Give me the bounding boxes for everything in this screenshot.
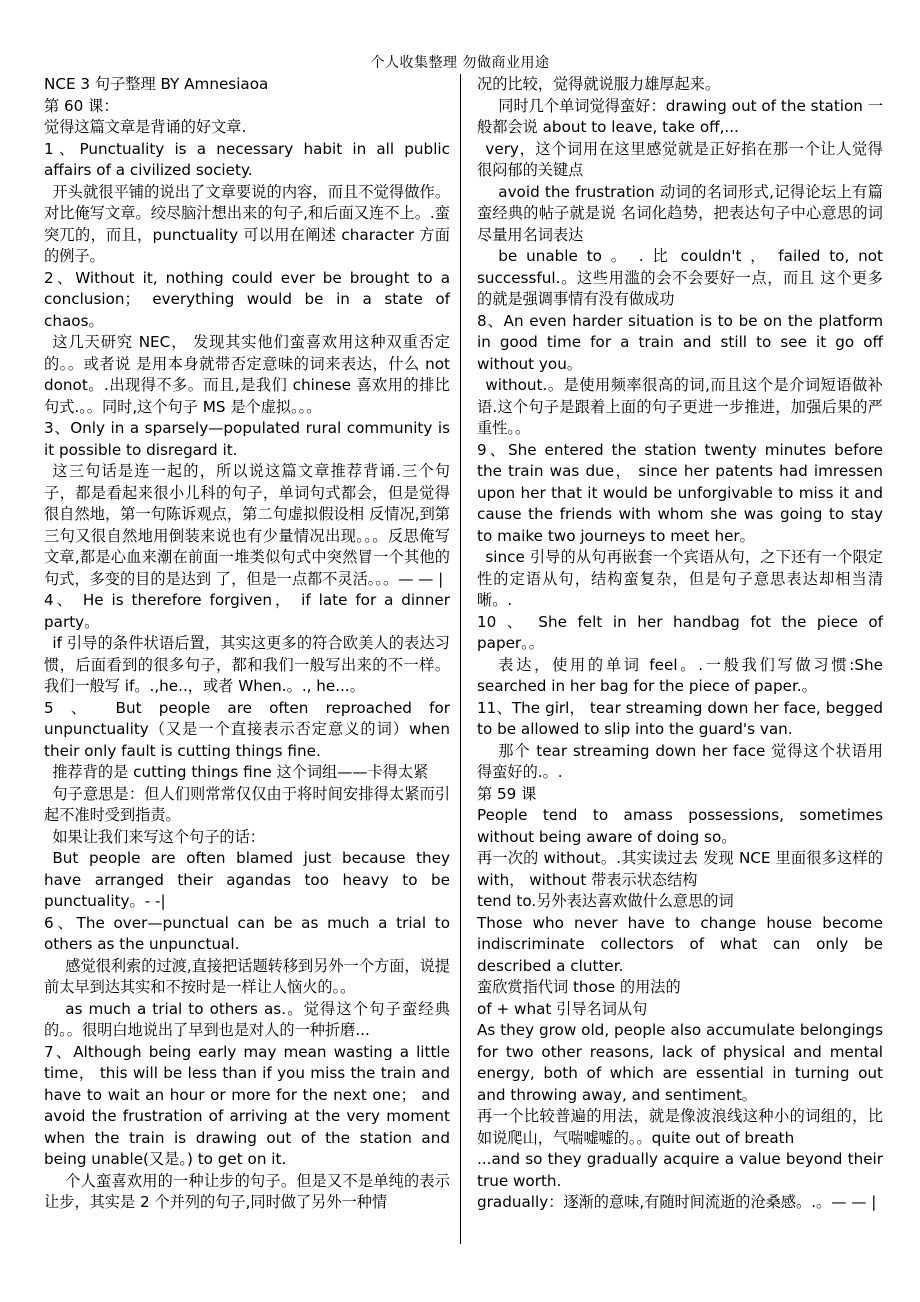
paragraph: ...and so they gradually acquire a value beyond their true worth.	[477, 1150, 883, 1190]
paragraph: 2、Without it, nothing could ever be brought to a conclusion； everything would be in a state of chaos。	[44, 268, 450, 330]
paragraph: gradually：逐渐的意味,有随时间流逝的沧桑感。.。— — |	[477, 1193, 877, 1211]
paragraph: 再一个比较普遍的用法，就是像波浪线这种小的词组的，比如说爬山，气喘嘘嘘的。。quite out of breath	[477, 1107, 883, 1147]
paragraph: People tend to amass possessions, sometimes without being aware of doing so。	[477, 806, 883, 846]
paragraph: 况的比较，觉得就说服力雄厚起来。	[477, 75, 720, 93]
paragraph: 个人蛮喜欢用的一种让步的句子。但是又不是单纯的表示让步，其实是 2 个并列的句子,同时做了另外一种情	[44, 1171, 450, 1211]
paragraph: 蛮欣赏指代词 those 的用法的	[477, 978, 681, 996]
paragraph: As they grow old, people also accumulate belongings for two other reasons, lack of physical and mental energy, both of which are essential in turning out and throwing away, and sentiment。	[477, 1021, 883, 1104]
paragraph: 4、 He is therefore forgiven， if late for a dinner party。	[44, 591, 450, 631]
paragraph: 开头就很平铺的说出了文章要说的内容，而且不觉得做作。对比俺写文章。绞尽脑汁想出来的句子,和后面又连不上。.蛮突兀的，而且，punctuality 可以用在阐述 character 方面的例子。	[44, 182, 450, 265]
paragraph: 10 、 She felt in her handbag fot the piece of paper。。	[477, 612, 883, 652]
paragraph: 这几天研究 NEC， 发现其实他们蛮喜欢用这种双重否定的。。或者说 是用本身就带否定意味的词来表达，什么 not donot。.出现得不多。而且,是我们 chinese 喜欢用的排比句式.。。同时,这个句子 MS 是个虚拟。。。	[44, 333, 450, 416]
paragraph: 同时几个单词觉得蛮好：drawing out of the station 一般都会说 about to leave, take off,...	[477, 96, 883, 136]
paragraph: 1、Punctuality is a necessary habit in all public affairs of a civilized society.	[44, 139, 450, 179]
paragraph: 感觉很利索的过渡,直接把话题转移到另外一个方面，说提前太早到达其实和不按时是一样让人恼火的。。	[44, 956, 450, 996]
paragraph: without.。是使用频率很高的词,而且这个是介词短语做补语.这个句子是跟着上面的句子更进一步推进，加强后果的严重性。。	[477, 376, 883, 437]
paragraph: 11、The girl， tear streaming down her face, begged to be allowed to slip into the guard's van.	[477, 698, 883, 738]
paragraph: 觉得这篇文章是背诵的好文章.	[44, 118, 247, 136]
paragraph: very，这个词用在这里感觉就是正好掐在那一个让人觉得很闷郁的关键点	[477, 139, 883, 179]
paragraph: as much a trial to others as.。觉得这个句子蛮经典的。。很明白地说出了早到也是对人的一种折磨...	[44, 999, 450, 1039]
paragraph: NCE 3 句子整理 BY Amnesiaoa	[44, 75, 269, 93]
paragraph: 那个 tear streaming down her face 觉得这个状语用得蛮好的.。.	[477, 741, 883, 781]
paragraph: be unable to 。 . 比 couldn't ， failed to, not successful.。这些用滥的会不会要好一点，而且 这个更多的就是强调事情有没有做成功	[477, 247, 883, 308]
paragraph: Those who never have to change house become indiscriminate collectors of what can only be described a clutter.	[477, 913, 883, 975]
paragraph: But people are often blamed just because they have arranged their agandas too heavy to be punctuality。- -|	[44, 849, 450, 910]
paragraph: 如果让我们来写这个句子的话：	[52, 827, 265, 846]
paragraph: tend to.另外表达喜欢做什么意思的词	[477, 892, 734, 910]
paragraph: 再一次的 without。.其实读过去 发现 NCE 里面很多这样的 with， without 带表示状态结构	[477, 849, 883, 889]
paragraph: 推荐背的是 cutting things fine 这个词组——卡得太紧	[52, 763, 429, 781]
paragraph: 第 59 课	[477, 784, 537, 803]
paragraph: 5 、 But people are often reproached for unpunctuality（又是一个直接表示否定意义的词）when their only fault is cutting things fine.	[44, 698, 450, 760]
paragraph: if 引导的条件状语后置，其实这更多的符合欧美人的表达习惯，后面看到的很多句子，都和我们一般写出来的不一样。我们一般写 if。.,he..，或者 When.。., he...。	[44, 634, 450, 695]
paragraph: 这三句话是连一起的，所以说这篇文章推荐背诵.三个句子，都是看起来很小儿科的句子，单词句式都会，但是觉得很自然地，第一句陈诉观点，第二句虚拟假设相 反情况,到第三句又很自然地用倒装来说也有少量情况出现。。。反思俺写文章,都是心血来潮在前面一堆类似句式中突然冒一个其他的句式，多变的目的是达到 了，但是一点都不灵活。。。— — |	[44, 462, 450, 588]
page-header: 个人收集整理 勿做商业用途	[370, 55, 550, 71]
paragraph: 第 60 课：	[44, 96, 119, 115]
paragraph: 6、The over—punctual can be as much a trial to others as the unpunctual.	[44, 913, 450, 953]
paragraph: 表达，使用的单词 feel。.一般我们写做习惯:She searched in her bag for the piece of paper.。	[477, 655, 883, 695]
right-column	[477, 74, 883, 1214]
paragraph: 9、She entered the station twenty minutes before the train was due， since her patents had imressen upon her that it would be unforgivable to miss it and cause the friends with whom she was going to stay to maike two journeys to meet her。	[477, 440, 883, 545]
paragraph: 8、An even harder situation is to be on the platform in good time for a train and still to see it go off without you。	[477, 311, 883, 373]
paragraph: of + what 引导名词从句	[477, 999, 648, 1018]
paragraph: avoid the frustration 动词的名词形式,记得论坛上有篇蛮经典的帖子就是说 名词化趋势，把表达句子中心意思的词尽量用名词表达	[477, 182, 883, 244]
paragraph: since 引导的从句再嵌套一个宾语从句，之下还有一个限定性的定语从句，结构蛮复杂，但是句子意思表达却相当清晰。.	[477, 548, 883, 609]
column-divider	[460, 74, 461, 1244]
paragraph: 句子意思是：但人们则常常仅仅由于将时间安排得太紧而引起不准时受到指责。	[44, 784, 450, 824]
left-column	[44, 74, 450, 1214]
paragraph: 3、Only in a sparsely—populated rural community is it possible to disregard it.	[44, 419, 450, 459]
paragraph: 7、Although being early may mean wasting a little time， this will be less than if you miss the train and have to wait an hour or more for the next one； and avoid the frustration of arriving at the very moment when the train is drawing out of the station and being unable(又是。) to get on it.	[44, 1042, 450, 1168]
